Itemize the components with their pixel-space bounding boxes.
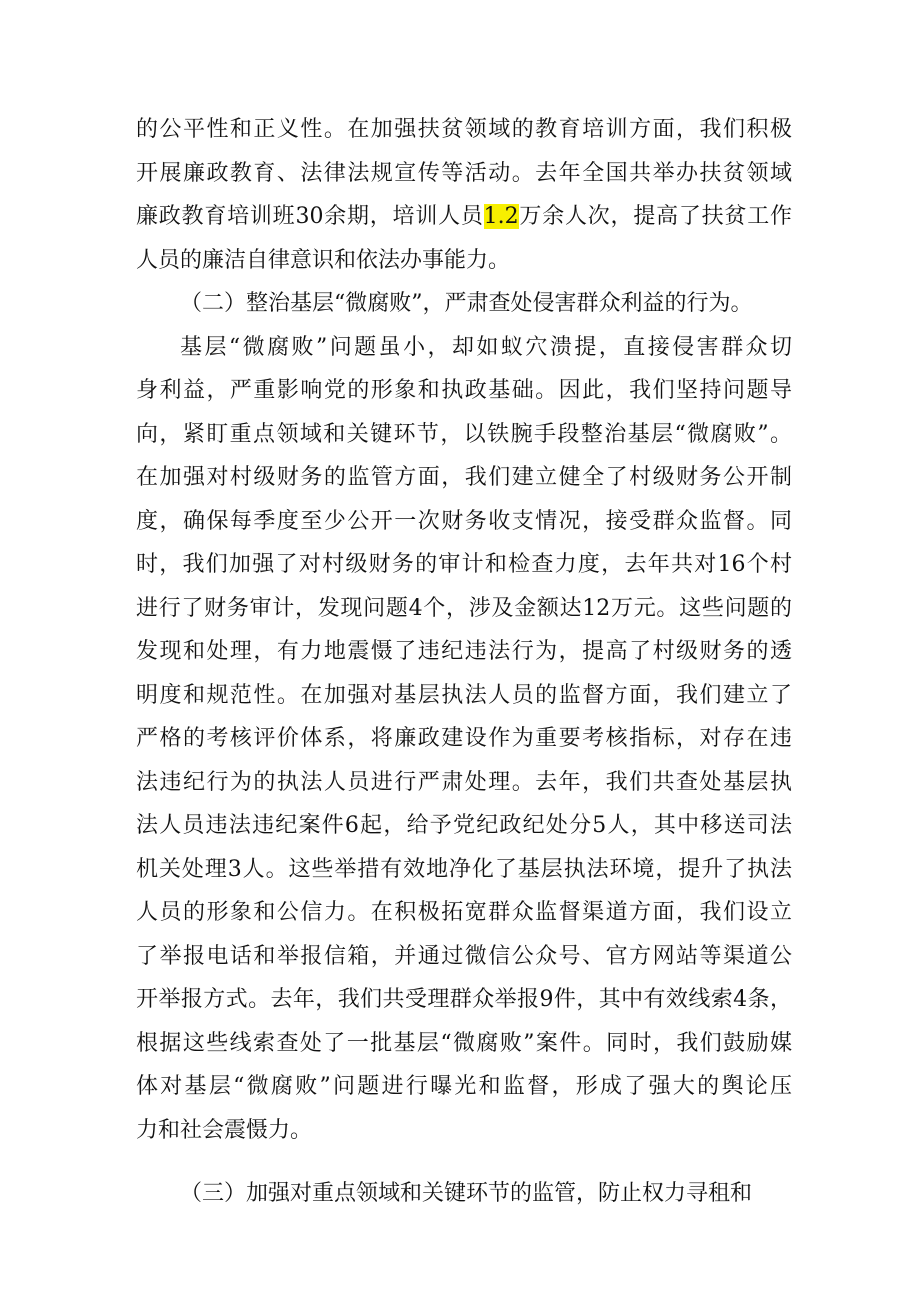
text-line: 进行了财务审计，发现问题4个，涉及金额达12万元。这些问题的 [136,595,792,621]
section-heading-3: （三）加强对重点领域和关键环节的监管，防止权力寻租和 [180,1181,753,1206]
text-line: 机关处理3人。这些举措有效地净化了基层执法环境，提升了执法 [136,856,792,882]
text-segment: 万余人次，提高了扶贫工作 [518,204,792,229]
document-body [136,108,792,1216]
section-heading-2: （二）整治基层“微腐败”，严肃查处侵害群众利益的行为。 [180,291,753,316]
text-line: 时，我们加强了对村级财务的审计和检查力度，去年共对16个村 [136,552,792,577]
paragraph-gap [136,1152,792,1172]
text-line: 开展廉政教育、法律法规宣传等活动。去年全国共举办扶贫领域 [136,160,792,186]
text-segment: 廉政教育培训班30余期，培训人员 [136,204,484,229]
text-line: 度，确保每季度至少公开一次财务收支情况，接受群众监督。同 [136,508,792,534]
text-line [136,195,792,239]
text-line: 的公平性和正义性。在加强扶贫领域的教育培训方面，我们积极 [136,117,792,142]
paragraph-1 [136,108,792,282]
text-line: 体对基层“微腐败”问题进行曝光和监督，形成了强大的舆论压 [136,1074,792,1099]
text-line: 法人员违法违纪案件6起，给予党纪政纪处分5人，其中移送司法 [136,813,792,838]
text-line: 开举报方式。去年，我们共受理群众举报9件，其中有效线索4条， [136,987,792,1012]
text-line: 基层“微腐败”问题虽小，却如蚁穴溃提，直接侵害群众切 [180,334,792,360]
text-line: 明度和规范性。在加强对基层执法人员的监督方面，我们建立了 [136,682,792,708]
text-line: 了举报电话和举报信箱，并通过微信公众号、官方网站等渠道公 [136,943,792,969]
text-line: 力和社会震慑力。 [136,1117,313,1143]
text-line: 法违纪行为的执法人员进行严肃处理。去年，我们共查处基层执 [136,769,792,795]
text-line: 向，紧盯重点领域和关键环节，以铁腕手段整治基层“微腐败”。 [136,421,792,447]
text-line: 在加强对村级财务的监管方面，我们建立健全了村级财务公开制 [136,465,792,490]
text-line: 人员的廉洁自律意识和依法办事能力。 [136,247,511,273]
text-line: 根据这些线索查处了一批基层“微腐败”案件。同时，我们鼓励媒 [136,1030,792,1056]
paragraph-2 [136,326,792,1153]
highlighted-text: 1.2 [483,204,519,229]
text-line: 严格的考核评价体系，将廉政建设作为重要考核指标，对存在违 [136,726,792,751]
text-line: 身利益，严重影响党的形象和执政基础。因此，我们坚持问题导 [136,378,792,403]
text-line: 人员的形象和公信力。在积极拓宽群众监督渠道方面，我们设立 [136,900,792,925]
text-line: 发现和处理，有力地震慑了违纪违法行为，提高了村级财务的透 [136,639,792,664]
